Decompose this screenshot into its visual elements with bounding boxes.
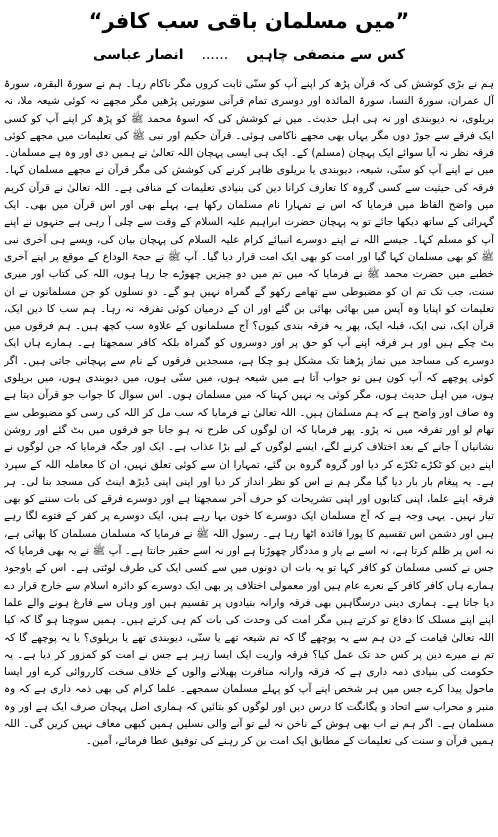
article-body <box>4 76 494 832</box>
article-title: ”میں مسلمان باقی سب کافر“ <box>88 9 410 33</box>
article-text: ہم نے بڑی کوشش کی کہ قرآن پڑھ کر اپنے آپ کو سنّی ثابت کروں مگر ناکام رہا۔ ہم نے سورۃ البقرہ، سورۃ آل عمران، سورۃ النسا، سورۃ المائدہ اور دوسری تمام قرآنی سورتیں پڑھیں مگر مجھے نہ کوئی شیعہ ملا، نہ بریلوی، نہ دیوبندی اور نہ ہی اہل حدیث۔ میں نے کوشش کی کہ اسوۂ محمد ﷺ کو پڑھ کر اپنے آپ کو کسی ایک فرقے سے جوڑ دوں مگر یہاں بھی مجھے ناکامی ہوئی۔ قرآن حکیم اور نبی ﷺ کی تعلیمات میں مجھے کوئی فرقہ نظر نہ آیا سوائے ایک پہچان (مسلم) کے۔ ایک ہی ایسی پہچان اللہ تعالیٰ نے ہمیں دی اور وہ ہے مسلمان۔ میں نے اپنے آپ کو سنّی، شیعہ، دیوبندی یا بریلوی ظاہر کرنے کی کوشش کی مگر قرآن نے مجھے مسلمان کہا۔ فرقہ کی حیثیت سے کسی گروہ کا تعارف کرانا دین کی بنیادی تعلیمات کے منافی ہے۔ اللہ تعالیٰ نے قرآن کریم میں واضح الفاظ میں فرمایا کہ اس نے تمہارا نام مسلمان رکھا ہے، پہلے بھی اور اس قرآن میں بھی۔ ایک گہرائی کے ساتھ دیکھا جائے تو یہ پہچان حضرت ابراہیم علیہ السلام کے وقت سے چلی آ رہی ہے جنہوں نے اپنے آپ کو مسلم کہا۔ جیسے اللہ نے اپنے دوسرے انبیائے کرام علیہ السلام کی پہچان بیان کی، ویسے ہی آخری نبی ﷺ کو بھی مسلمان کہا گیا اور امت کو بھی ایک امت قرار دیا گیا۔ آپ ﷺ نے حجۃ الوداع کے موقع پر اپنے آخری خطبے میں حضرت محمد ﷺ نے فرمایا کہ میں تم میں دو چیزیں چھوڑے جا رہا ہوں، اللہ کی کتاب اور میری سنت، جب تک تم ان کو مضبوطی سے تھامے رکھو گے گمراہ نہیں ہو گے۔ دو نسلوں کو جن مسلمانوں نے ان تعلیمات کو اپنایا وہ آپس میں بھائی بھائی بن گئے اور ان کے درمیان کوئی تفرقہ نہ رہا۔ ہم سب کا دین ایک، قرآن ایک، نبی ایک، قبلہ ایک، پھر یہ فرقہ بندی کیوں؟ آج مسلمانوں کے علاوہ سب کچھ ہیں۔ ہم فرقوں میں بٹ چکے ہیں اور ہر فرقہ اپنے آپ کو حق پر اور دوسروں کو گمراہ بلکہ کافر سمجھتا ہے۔ ہمارے ہاں ایک دوسرے کی مساجد میں نماز پڑھنا تک مشکل ہو چکا ہے، مسجدیں فرقوں کے نام سے پہچانی جاتی ہیں۔ اگر کوئی پوچھے کہ آپ کون ہیں تو جواب آتا ہے میں شیعہ ہوں، میں سنّی ہوں، میں دیوبندی ہوں، میں بریلوی ہوں، میں اہل حدیث ہوں، مگر کوئی یہ نہیں کہتا کہ میں مسلمان ہوں۔ اس سوال کا جواب جو قرآن دیتا ہے وہ صاف اور واضح ہے کہ ہم مسلمان ہیں۔ اللہ تعالیٰ نے فرمایا کہ سب مل کر اللہ کی رسی کو مضبوطی سے تھام لو اور تفرقہ میں نہ پڑو۔ پھر فرمایا کہ ان لوگوں کی طرح نہ ہو جانا جو فرقوں میں بٹ گئے اور روشن نشانیاں آ جانے کے بعد اختلاف کرنے لگے، ایسے لوگوں کے لیے بڑا عذاب ہے۔ ایک اور جگہ فرمایا کہ جن لوگوں نے اپنے دین کو ٹکڑے ٹکڑے کر دیا اور گروہ گروہ بن گئے، تمہارا ان سے کوئی تعلق نہیں، ان کا معاملہ اللہ کے سپرد ہے۔ یہ پیغام بار بار دیا گیا مگر ہم نے اس کو نظر انداز کر دیا اور اپنی اپنی ڈیڑھ اینٹ کی مسجد بنا لی۔ ہر فرقہ اپنے علما، اپنی کتابوں اور اپنی تشریحات کو حرف آخر سمجھتا ہے اور دوسرے فرقے کی بات سننے کو بھی تیار نہیں۔ یہی وجہ ہے کہ آج مسلمان ایک دوسرے کا خون بہا رہے ہیں، ایک دوسرے پر کفر کے فتوے لگا رہے ہیں اور دشمن اس تقسیم کا پورا فائدہ اٹھا رہا ہے۔ رسول اللہ ﷺ نے فرمایا کہ مسلمان مسلمان کا بھائی ہے، نہ اس پر ظلم کرتا ہے، نہ اسے بے یار و مددگار چھوڑتا ہے اور نہ اسے حقیر جانتا ہے۔ آپ ﷺ نے یہ بھی فرمایا کہ جس نے کسی مسلمان کو کافر کہا تو یہ بات ان دونوں میں سے کسی ایک کی طرف لوٹتی ہے۔ اس کے باوجود ہمارے ہاں کافر کافر کے نعرے عام ہیں اور معمولی اختلاف پر بھی ایک دوسرے کو دائرہ اسلام سے خارج قرار دے دیا جاتا ہے۔ ہماری دینی درسگاہیں بھی فرقہ وارانہ بنیادوں پر تقسیم ہیں اور وہاں سے فارغ ہونے والے علما اپنے اپنے مسلک کا دفاع تو کرتے ہیں مگر امت کی وحدت کی بات کم ہی کرتے ہیں۔ ہمیں سوچنا ہو گا کہ کیا اللہ تعالیٰ قیامت کے دن ہم سے یہ پوچھے گا کہ تم شیعہ تھے یا سنّی، دیوبندی تھے یا بریلوی؟ یا یہ پوچھے گا کہ تم نے میرے دین پر کس حد تک عمل کیا؟ فرقہ واریت ایک ایسا زہر ہے جس نے امت کو کمزور کر دیا ہے۔ یہ حکومت کی بنیادی ذمہ داری ہے کہ فرقہ وارانہ منافرت پھیلانے والوں کے خلاف سخت کارروائی کرے اور ایسا ماحول پیدا کرے جس میں ہر شخص اپنے آپ کو پہلے مسلمان سمجھے۔ علما کرام کی بھی ذمہ داری ہے کہ وہ منبر و محراب سے اتحاد و یگانگت کا درس دیں اور لوگوں کو بتائیں کہ ہماری اصل پہچان صرف ایک ہے اور وہ مسلمان ہے۔ اگر ہم نے اب بھی ہوش کے ناخن نہ لیے تو آنے والی نسلیں ہمیں کبھی معاف نہیں کریں گی۔ اللہ ہمیں قرآن و سنت کی تعلیمات کے مطابق ایک امت بن کر رہنے کی توفیق عطا فرمائے، آمین۔ <box>4 78 494 748</box>
author-name: انصار عباسی <box>92 47 184 63</box>
byline-separator: ...... <box>201 47 229 63</box>
column-name: کس سے منصفی چاہیں <box>246 47 406 63</box>
byline <box>4 42 494 68</box>
